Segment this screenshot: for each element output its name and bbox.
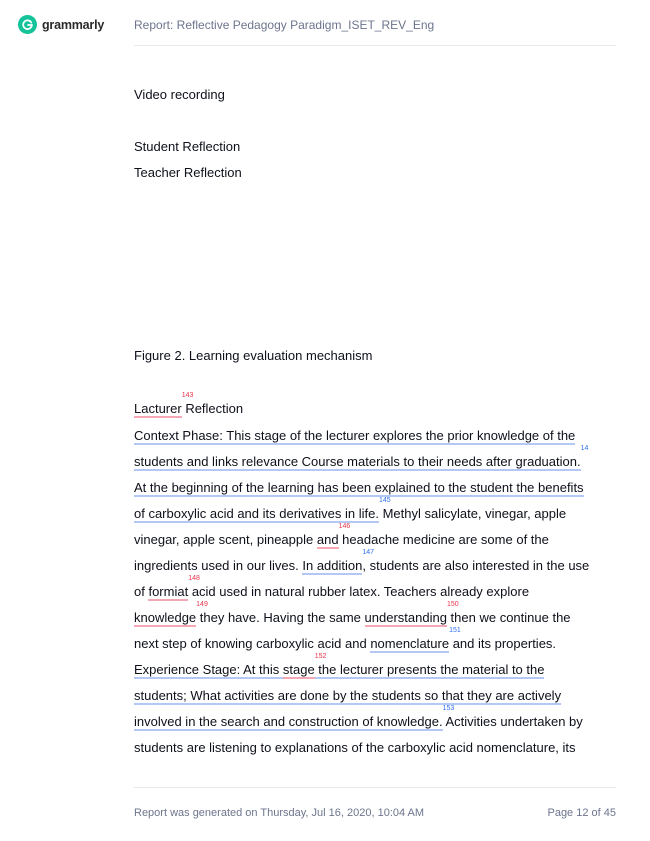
text-segment: vinegar, apple scent, pineapple bbox=[134, 532, 317, 547]
correctness-suggestion[interactable]: and 146 bbox=[316, 523, 351, 547]
body-text-line bbox=[134, 480, 584, 496]
clarity-suggestion[interactable]: involved in the search and construction of knowledge. 153 bbox=[134, 705, 455, 729]
clarity-suggestion[interactable]: Context Phase: This stage of the lecturer explores the prior knowledge of the bbox=[134, 428, 576, 443]
body-text-line bbox=[134, 653, 545, 678]
clarity-suggestion[interactable]: In addition 147 bbox=[302, 549, 375, 573]
lecturer-reflection-heading: Lacturer 143 Reflection bbox=[134, 392, 244, 416]
footer-divider bbox=[134, 787, 616, 788]
flagged-word[interactable]: Lacturer 143 bbox=[134, 392, 194, 416]
issue-marker: 145 bbox=[378, 497, 391, 504]
issue-marker: 14 bbox=[580, 445, 589, 452]
issue-marker: 148 bbox=[188, 575, 200, 582]
clarity-suggestion[interactable]: students and links relevance Course materials to their needs after graduation. 14 bbox=[134, 445, 589, 469]
text-segment: next step of knowing carboxylic acid and bbox=[134, 636, 371, 651]
text-segment: acid used in natural rubber latex. Teachers already explore bbox=[188, 584, 530, 599]
issue-marker: 143 bbox=[181, 392, 194, 399]
issue-marker: 152 bbox=[314, 653, 327, 660]
text-segment: ingredients used in our lives. bbox=[134, 558, 303, 573]
text-segment: they have. Having the same bbox=[196, 610, 365, 625]
issue-marker: 150 bbox=[446, 601, 459, 608]
text-segment: then we continue the bbox=[446, 610, 571, 625]
video-recording-label: Video recording bbox=[134, 87, 225, 102]
text-segment: and its properties. bbox=[449, 636, 557, 651]
grammarly-logo bbox=[18, 15, 104, 34]
issue-marker: 147 bbox=[362, 549, 375, 556]
body-text-line bbox=[134, 688, 561, 704]
text-segment: headache medicine are some of the bbox=[338, 532, 549, 547]
body-text-line bbox=[134, 627, 557, 652]
correctness-suggestion[interactable]: understanding 150 bbox=[364, 601, 459, 625]
figure-caption: Figure 2. Learning evaluation mechanism bbox=[134, 348, 373, 363]
issue-marker: 149 bbox=[196, 601, 208, 608]
body-text-line bbox=[134, 549, 590, 574]
correctness-suggestion[interactable]: stage 152 bbox=[282, 653, 327, 677]
issue-marker: 146 bbox=[338, 523, 351, 530]
teacher-reflection-label: Teacher Reflection bbox=[134, 165, 242, 180]
body-text-line bbox=[134, 575, 530, 600]
body-text-line bbox=[134, 445, 589, 470]
brand-name: grammarly bbox=[42, 17, 105, 32]
student-reflection-label: Student Reflection bbox=[134, 139, 241, 154]
clarity-suggestion[interactable]: nomenclature 151 bbox=[370, 627, 461, 651]
correctness-suggestion[interactable]: knowledge 149 bbox=[134, 601, 208, 625]
body-text-line bbox=[134, 497, 567, 522]
grammarly-g-icon bbox=[18, 15, 37, 34]
body-text-line bbox=[134, 523, 549, 548]
clarity-suggestion[interactable]: Experience Stage: At this bbox=[134, 662, 283, 677]
page-number: Page 12 of 45 bbox=[547, 807, 616, 819]
body-text-line bbox=[134, 705, 583, 730]
text-segment: Methyl salicylate, vinegar, apple bbox=[378, 506, 567, 521]
clarity-suggestion[interactable]: students; What activities are done by the students so that they are actively bbox=[134, 688, 562, 703]
generated-timestamp: Report was generated on Thursday, Jul 16, 2020, 10:04 AM bbox=[134, 807, 425, 819]
issue-marker: 151 bbox=[449, 627, 461, 634]
correctness-suggestion[interactable]: formiat 148 bbox=[148, 575, 200, 599]
text-segment: , students are also interested in the use bbox=[362, 558, 590, 573]
text-segment: Activities undertaken by bbox=[442, 714, 583, 729]
body-text-line bbox=[134, 601, 571, 626]
report-title: Report: Reflective Pedagogy Paradigm_ISET_REV_Eng bbox=[134, 18, 435, 32]
body-text-line bbox=[134, 740, 576, 756]
clarity-suggestion[interactable]: At the beginning of the learning has been explained to the student the benefits bbox=[134, 480, 584, 495]
text-segment: of bbox=[134, 584, 149, 599]
header-divider bbox=[134, 45, 616, 46]
body-text-line bbox=[134, 428, 575, 444]
text-segment: students are listening to explanations of the carboxylic acid nomenclature, its bbox=[134, 740, 576, 755]
clarity-suggestion[interactable]: of carboxylic acid and its derivatives in life. 145 bbox=[134, 497, 391, 521]
clarity-suggestion[interactable]: the lecturer presents the material to the bbox=[314, 662, 545, 677]
issue-marker: 153 bbox=[442, 705, 455, 712]
